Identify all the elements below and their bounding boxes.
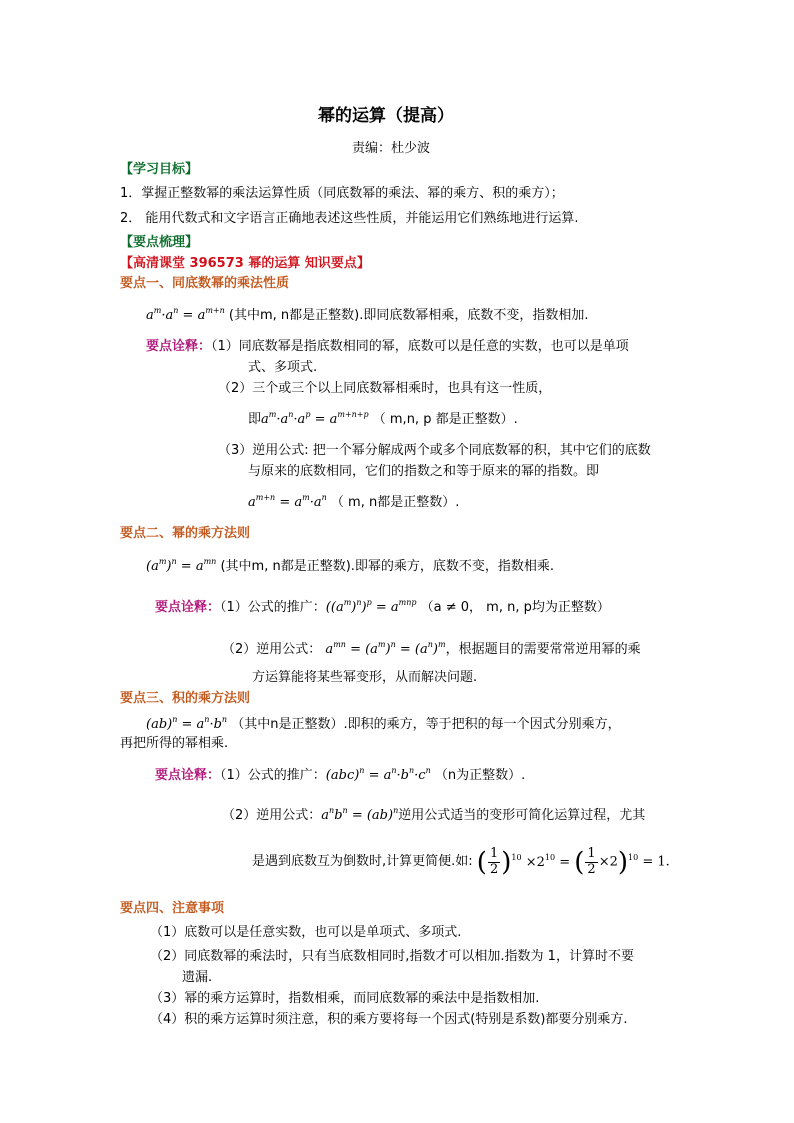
kp4-heading: 要点四、注意事项 <box>120 901 225 916</box>
kp1-note-3a: （3）逆用公式: 把一个幂分解成两个或多个同底数幂的积，其中它们的底数 <box>218 443 651 458</box>
kp3-heading: 要点三、积的乘方法则 <box>120 691 251 706</box>
kp1-note-1: 要点诠释：（1）同底数幂是指底数相同的幂，底数可以是任意的实数，也可以是单项 <box>146 339 629 354</box>
kp1-note-3c: $a^{m+n} = a^m\cdot a^n$ （ m, n都是正整数）. <box>248 493 460 510</box>
kp1-note-2b: 即$a^m\cdot a^n\cdot a^p = a^{m+n+p}$ （ m,n, p 都是正整数）. <box>248 410 518 427</box>
objective-item: 2． 能用代数式和文字语言正确地表述这些性质，并能运用它们熟练地进行运算. <box>120 211 579 226</box>
formula-power-rule: $(a^m)^n = a^{mn}$ <box>146 557 217 574</box>
kp2-heading: 要点二、幂的乘方法则 <box>120 526 251 541</box>
kp3-rule: $(ab)^n = a^n\cdot b^n$ （其中n是正整数）.即积的乘方，等于把积的每一个因式分别乘方， <box>146 715 621 732</box>
kp1-rule: $a^m\cdot a^n = a^{m+n}$ (其中m, n都是正整数).即同底数幂相乘，底数不变，指数相加. <box>146 306 589 323</box>
hd-class-label: 【高清课堂 396573 幂的运算 知识要点】 <box>120 256 370 271</box>
kp1-heading: 要点一、同底数幂的乘法性质 <box>120 276 290 291</box>
kp2-note-2: （2）逆用公式： $a^{mn} = (a^m)^n = (a^n)^m$，根据题目的需要常常逆用幂的乘 <box>222 640 641 657</box>
kp2-note-1: 要点诠释：（1）公式的推广：$((a^m)^n)^p = a^{mnp}$ （a ≠ 0， m, n, p均为正整数） <box>155 598 610 615</box>
note-label: 要点诠释： <box>155 768 221 783</box>
formula-reciprocal-example: ( $\frac{1}{2}$ )$^{10} \times 2^{10}$ = ( $\frac{1}{2}$ ×2)$^{10}$ = 1. <box>476 846 670 877</box>
note-label: 要点诠释： <box>155 600 221 615</box>
kp3-rule-2: 再把所得的幂相乘. <box>120 736 229 751</box>
page-title: 幂的运算（提高） <box>318 106 454 126</box>
kp4-item-cont: 遗漏. <box>182 970 213 985</box>
formula-inverse-product: $a^{m+n} = a^m\cdot a^n$ <box>248 493 327 510</box>
kp4-item: （2）同底数幂的乘法时，只有当底数相同时,指数才可以相加.指数为 1，计算时不要 <box>150 949 634 964</box>
objective-item: 1．掌握正整数幂的乘法运算性质（同底数幂的乘法、幂的乘方、积的乘方）； <box>120 186 564 201</box>
editor-line: 责编：杜少波 <box>352 141 431 156</box>
formula-power-inverse: $a^{mn} = (a^m)^n = (a^n)^m$ <box>325 640 446 657</box>
kp4-item: （3）幂的乘方运算时，指数相乘，而同底数幂的乘法中是指数相加. <box>150 991 540 1006</box>
formula-product-rule: $a^m\cdot a^n = a^{m+n}$ <box>146 306 225 323</box>
kp3-note-1: 要点诠释：（1）公式的推广：$(abc)^n = a^n\cdot b^n\cdot c^n$ （n为正整数）. <box>155 766 526 783</box>
kp1-note-3b: 与原来的底数相同，它们的指数之和等于原来的幂的指数。即 <box>248 464 600 479</box>
kp4-item: （4）积的乘方运算时须注意，积的乘方要将每一个因式(特别是系数)都要分别乘方. <box>150 1012 628 1027</box>
kp1-note-2: （2）三个或三个以上同底数幂相乘时，也具有这一性质， <box>218 381 552 396</box>
formula-power-extension: $((a^m)^n)^p = a^{mnp}$ <box>325 598 417 615</box>
formula-product-extension: $(abc)^n = a^n\cdot b^n\cdot c^n$ <box>325 766 431 783</box>
formula-product-inverse: $a^nb^n = (ab)^n$ <box>321 806 399 823</box>
kp4-item: （1）底数可以是任意实数，也可以是单项式、多项式. <box>150 925 462 940</box>
keypoints-heading: 【要点梳理】 <box>120 235 199 250</box>
formula-product-power: $(ab)^n = a^n\cdot b^n$ <box>146 715 228 732</box>
kp2-note-2b: 方运算能将某些幂变形，从而解决问题. <box>252 670 478 685</box>
kp1-note-1b: 式、多项式. <box>248 360 318 375</box>
kp2-rule: $(a^m)^n = a^{mn}$ (其中m, n都是正整数).即幂的乘方，底数不变，指数相乘. <box>146 557 555 574</box>
formula-three-power: $a^m\cdot a^n\cdot a^p = a^{m+n+p}$ <box>261 410 369 427</box>
kp3-note-2b: 是遇到底数互为倒数时,计算更简便.如: ( $\frac{1}{2}$ )$^{10} \times 2^{10}$ = ( $\frac{1}{2}$ ×2)$^{10}$ = 1. <box>252 846 670 877</box>
objectives-heading: 【学习目标】 <box>120 162 199 177</box>
note-label: 要点诠释： <box>146 339 212 354</box>
kp3-note-2: （2）逆用公式：$a^nb^n = (ab)^n$逆用公式适当的变形可简化运算过程，尤其 <box>222 806 646 823</box>
